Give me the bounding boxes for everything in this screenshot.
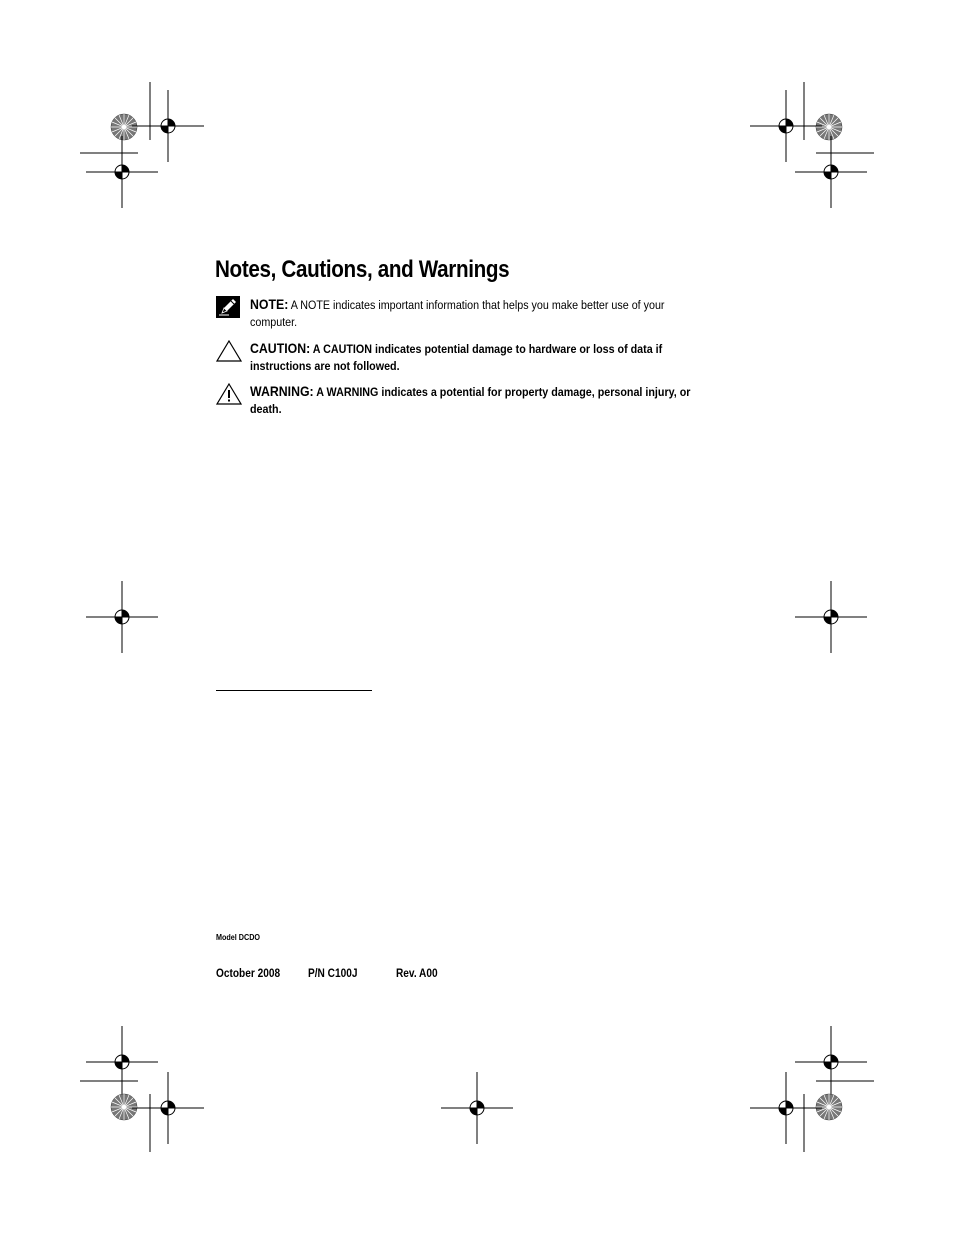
caution-triangle-icon bbox=[216, 340, 242, 367]
top-left-star-target bbox=[111, 114, 137, 140]
part-number: P/N C100J bbox=[308, 968, 358, 980]
footnote-divider bbox=[216, 690, 372, 691]
warning-text bbox=[250, 383, 708, 418]
note-label: NOTE: bbox=[250, 296, 289, 312]
caution-label: CAUTION: bbox=[250, 340, 311, 356]
warning-body: A WARNING indicates a potential for property damage, personal injury, or death. bbox=[250, 385, 691, 416]
top-right-star-target bbox=[816, 114, 842, 140]
publication-date: October 2008 bbox=[216, 968, 281, 980]
bottom-right-star-target bbox=[816, 1094, 842, 1120]
note-block bbox=[216, 296, 716, 332]
page-title: Notes, Cautions, and Warnings bbox=[215, 256, 510, 283]
caution-body: A CAUTION indicates potential damage to hardware or loss of data if instructions are not followed. bbox=[250, 342, 663, 373]
top-right-crosshair-b bbox=[795, 136, 867, 208]
caution-block bbox=[216, 340, 716, 376]
pencil-note-icon bbox=[216, 296, 240, 323]
note-body: A NOTE indicates important information that helps you make better use of your computer. bbox=[250, 298, 665, 329]
bottom-right-crosshair-a bbox=[750, 1072, 822, 1144]
note-text bbox=[250, 296, 708, 331]
mid-right-crosshair bbox=[795, 581, 867, 653]
warning-exclamation-triangle-icon bbox=[216, 383, 242, 410]
warning-label: WARNING: bbox=[250, 383, 314, 399]
top-right-crosshair-a bbox=[750, 90, 822, 162]
bottom-center-crosshair bbox=[441, 1072, 513, 1144]
caution-text bbox=[250, 340, 708, 375]
bottom-left-crosshair-b bbox=[86, 1026, 158, 1098]
bottom-left-star-target bbox=[111, 1094, 137, 1120]
top-left-crosshair-a bbox=[132, 90, 204, 162]
top-left-crosshair-b bbox=[86, 136, 158, 208]
model-number: Model DCDO bbox=[216, 933, 261, 942]
bottom-left-crosshair-a bbox=[132, 1072, 204, 1144]
warning-block bbox=[216, 383, 716, 419]
mid-left-crosshair bbox=[86, 581, 158, 653]
revision: Rev. A00 bbox=[396, 968, 438, 980]
bottom-right-crosshair-b bbox=[795, 1026, 867, 1098]
